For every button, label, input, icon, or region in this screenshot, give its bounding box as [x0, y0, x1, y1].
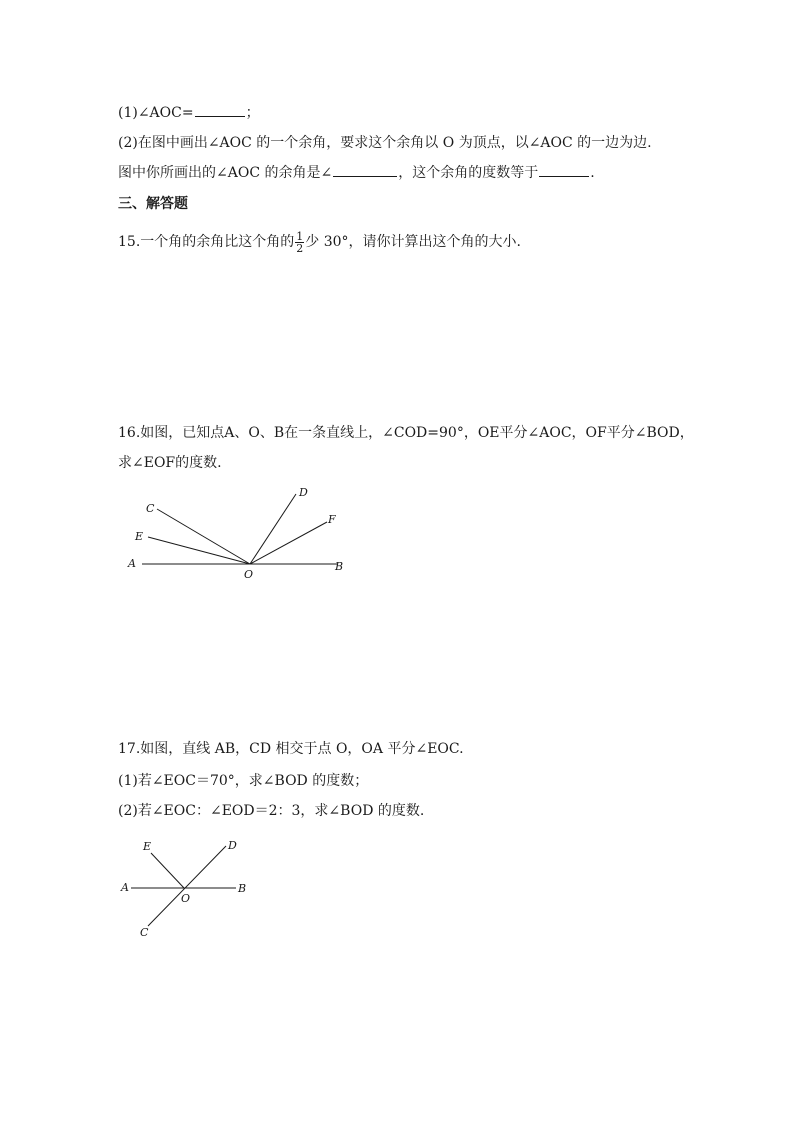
- q14-part1: [118, 102, 260, 123]
- q14-part2-text-c: .: [590, 165, 595, 181]
- label-O: O: [181, 892, 191, 905]
- q14-part2-line1: (2)在图中画出∠AOC 的一个余角，要求这个余角以 O 为顶点，以∠AOC 的一边为边.: [118, 135, 652, 151]
- q14-answer-blank-1[interactable]: [195, 102, 245, 117]
- line-CD: [148, 846, 226, 926]
- q15-fraction: [295, 231, 304, 254]
- ray-OF: [250, 522, 327, 564]
- section-title: 三、解答题: [118, 196, 188, 212]
- ray-OE: [151, 853, 184, 888]
- q16-line1: 16.如图，已知点A、O、B在一条直线上，∠COD=90°，OE平分∠AOC，OF平分∠BOD，: [118, 425, 694, 441]
- q15-suffix: 少 30°，请你计算出这个角的大小.: [305, 234, 521, 250]
- ray-OC: [157, 509, 250, 564]
- q15-fraction-numerator: 1: [296, 229, 304, 243]
- label-C: C: [146, 502, 155, 515]
- q14-part2-line2: [118, 162, 595, 183]
- q14-answer-blank-3[interactable]: [539, 162, 589, 177]
- q15-fraction-denominator: 2: [296, 241, 304, 255]
- q17-line3: (2)若∠EOC：∠EOD＝2：3，求∠BOD 的度数.: [118, 803, 425, 819]
- label-A: A: [128, 557, 136, 570]
- label-F: F: [328, 513, 336, 526]
- q15-text: [118, 230, 521, 254]
- label-C: C: [140, 926, 149, 939]
- label-D: D: [299, 486, 308, 499]
- label-E: E: [143, 840, 152, 853]
- label-B: B: [238, 882, 247, 895]
- q14-part2-text-b: ，这个余角的度数等于: [398, 165, 539, 181]
- label-B: B: [335, 560, 344, 573]
- q17-line2: (1)若∠EOC＝70°，求∠BOD 的度数；: [118, 773, 369, 789]
- ray-OD: [250, 494, 296, 564]
- q17-line1: 17.如图，直线 AB，CD 相交于点 O，OA 平分∠EOC.: [118, 741, 464, 757]
- label-A: A: [121, 881, 129, 894]
- q14-part2-text-a: 图中你所画出的∠AOC 的余角是∠: [118, 165, 333, 181]
- q16-figure: [120, 482, 360, 582]
- q16-line2: 求∠EOF的度数.: [118, 455, 222, 471]
- q14-part1-prefix: (1)∠AOC=: [118, 105, 194, 121]
- label-E: E: [135, 530, 144, 543]
- q17-figure: [118, 836, 278, 946]
- q14-answer-blank-2[interactable]: [333, 162, 397, 177]
- q15-prefix: 15.一个角的余角比这个角的: [118, 234, 295, 250]
- ray-OE: [148, 537, 250, 564]
- q14-part1-suffix: ；: [245, 105, 260, 121]
- label-O: O: [244, 568, 254, 581]
- label-D: D: [228, 839, 237, 852]
